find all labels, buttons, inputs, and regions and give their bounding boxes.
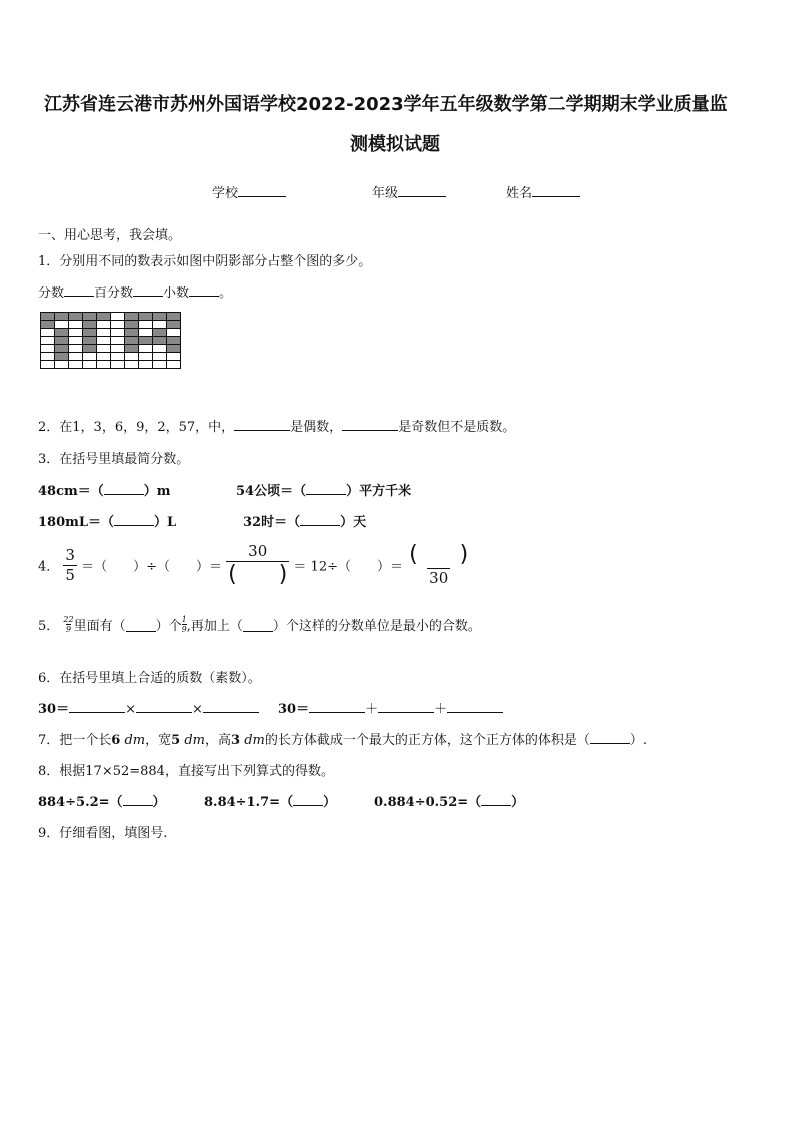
grid-row [41, 345, 181, 353]
q5-fraction-22-9 [63, 616, 73, 634]
grid-cell-shaded [125, 329, 139, 337]
grid-cell-blank [97, 329, 111, 337]
q6-plus-1: ＋ [365, 702, 379, 717]
grid-cell-blank [41, 361, 55, 369]
q5-frac-num: 22 [63, 614, 74, 624]
school-blank[interactable] [238, 183, 286, 197]
q8-item-1-close: ） [152, 795, 166, 810]
q3-item-3 [38, 511, 176, 530]
grid-cell-shaded [153, 329, 167, 337]
q5 [38, 615, 481, 634]
q3-item-1 [38, 480, 171, 499]
q5-unit-num: 1 [181, 614, 187, 624]
grid-cell-blank [139, 353, 153, 361]
grid-cell-blank [97, 345, 111, 353]
q7 [38, 729, 647, 748]
q2 [38, 416, 515, 435]
grid-cell-blank [41, 345, 55, 353]
grid-cell-blank [167, 329, 181, 337]
grid-cell-blank [167, 361, 181, 369]
q3-item-3-left: 180mL＝（ [38, 515, 115, 530]
name-blank[interactable] [532, 183, 580, 197]
grid-cell-blank [139, 321, 153, 329]
q6-right: 30＝ [278, 702, 310, 717]
q7-height-text: ，高 [204, 733, 231, 748]
q2-suffix: 是奇数但不是质数。 [398, 420, 516, 435]
q4-fraction-3-5 [63, 545, 77, 584]
grid-cell-blank [55, 361, 69, 369]
grid-cell-shaded [83, 345, 97, 353]
grid-cell-blank [125, 353, 139, 361]
grade-field [372, 182, 446, 201]
q7-height: 3 [231, 733, 241, 748]
q6-times-1: × [125, 702, 136, 717]
grid-cell-shaded [167, 313, 181, 321]
grid-cell-blank [139, 361, 153, 369]
grid-cell-blank [111, 313, 125, 321]
q4-frac2-num: 30 [248, 542, 268, 560]
name-label: 姓名 [506, 186, 533, 201]
grid-cell-blank [153, 321, 167, 329]
grid-cell-shaded [83, 329, 97, 337]
grid-cell-blank [125, 361, 139, 369]
q7-end: ）. [629, 733, 647, 748]
q6-times-2: × [192, 702, 203, 717]
q3-item-4 [243, 511, 366, 530]
q4 [38, 544, 470, 586]
q8-item-1 [38, 791, 166, 810]
q7-unit-2: dm [184, 733, 205, 748]
grid-cell-shaded [167, 321, 181, 329]
q8-item-3-blank[interactable] [481, 792, 511, 806]
grid-cell-blank [41, 337, 55, 345]
q9-text: 9．仔细看图，填图号. [38, 826, 168, 841]
q2-odd-blank[interactable] [342, 417, 398, 431]
q7-prefix: 7．把一个长 [38, 733, 112, 748]
q5-text4: ）个这样的分数单位是最小的合数。 [272, 619, 481, 634]
grid-row [41, 329, 181, 337]
grid-cell-shaded [153, 337, 167, 345]
grid-cell-blank [41, 353, 55, 361]
q6-sum-blank-2[interactable] [378, 699, 434, 713]
q8-item-1-expr: 884÷5.2=（ [38, 795, 123, 810]
grade-blank[interactable] [398, 183, 446, 197]
grid-cell-shaded [83, 321, 97, 329]
grid-cell-blank [97, 361, 111, 369]
q5-blank-1[interactable] [126, 618, 156, 632]
q6-plus-2: ＋ [434, 702, 448, 717]
grid-cell-blank [83, 361, 97, 369]
q5-blank-2[interactable] [243, 618, 273, 632]
grid-cell-shaded [41, 313, 55, 321]
q4-number: 4． [38, 559, 60, 575]
q8-item-2 [204, 791, 336, 810]
q1-percent-label: 百分数 [94, 286, 134, 301]
q7-width: 5 [171, 733, 181, 748]
q1-answers [38, 282, 232, 301]
q4-fraction-30-over-blank[interactable] [226, 544, 289, 586]
grid-cell-blank [167, 353, 181, 361]
grid-cell-blank [97, 321, 111, 329]
grid-cell-shaded [139, 337, 153, 345]
q3-item-1-blank[interactable] [104, 481, 144, 495]
grid-cell-shaded [167, 337, 181, 345]
grid-cell-blank [69, 345, 83, 353]
q8-item-3 [374, 791, 524, 810]
grid-cell-shaded [55, 337, 69, 345]
grid-cell-blank [111, 321, 125, 329]
q1-decimal-label: 小数 [163, 286, 190, 301]
q7-unit-3: dm [244, 733, 265, 748]
q4-frac-den: 5 [65, 565, 75, 584]
grid-cell-blank [111, 337, 125, 345]
grid-cell-shaded [139, 313, 153, 321]
q3-item-1-left: 48cm＝（ [38, 484, 104, 499]
grid-cell-blank [153, 345, 167, 353]
grid-cell-shaded [167, 345, 181, 353]
grid-cell-blank [55, 321, 69, 329]
grid-row [41, 353, 181, 361]
grade-label: 年级 [372, 186, 399, 201]
q8-item-3-close: ） [511, 795, 525, 810]
grid-cell-shaded [83, 313, 97, 321]
q8-item-3-expr: 0.884÷0.52=（ [374, 795, 482, 810]
grid-cell-shaded [55, 313, 69, 321]
q8-item-2-blank[interactable] [293, 792, 323, 806]
q3-item-4-left: 32时＝（ [243, 515, 301, 530]
q1-decimal-blank[interactable] [189, 283, 219, 297]
q5-text2: ）个 [155, 619, 182, 634]
q4-frac3-den: 30 [429, 569, 449, 587]
grid-cell-shaded [55, 345, 69, 353]
q6-product [38, 698, 259, 717]
q4-frac3-num[interactable]: ( ) [409, 542, 469, 567]
q4-frac-num: 3 [65, 545, 75, 564]
grid-cell-shaded [125, 313, 139, 321]
q7-suffix: 的长方体截成一个最大的正方体，这个正方体的体积是（ [264, 733, 590, 748]
q6-sum [278, 698, 503, 717]
grid-cell-blank [41, 329, 55, 337]
q3-item-1-right: ）m [143, 484, 171, 499]
q3-item-4-right: ）天 [340, 515, 367, 530]
grid-cell-shaded [41, 321, 55, 329]
q6-sum-blank-3[interactable] [447, 699, 503, 713]
q4-eq1: ＝（ ）÷（ ）＝ [81, 559, 223, 575]
grid-row [41, 313, 181, 321]
q1-end: 。 [219, 286, 233, 301]
q8-item-2-expr: 8.84÷1.7=（ [204, 795, 294, 810]
q3-item-2-left: 54公顷＝（ [236, 484, 307, 499]
grid-cell-blank [153, 353, 167, 361]
q3-item-2-blank[interactable] [306, 481, 346, 495]
grid-cell-shaded [125, 345, 139, 353]
q5-unit-den: 9 [181, 624, 187, 634]
grid-row [41, 361, 181, 369]
q4-frac2-den[interactable]: ( ) [228, 562, 288, 587]
q5-text3: ,再加上（ [186, 619, 243, 634]
q3-item-4-blank[interactable] [300, 512, 340, 526]
q1-text: 1．分别用不同的数表示如图中阴影部分占整个图的多少。 [38, 254, 372, 269]
grid-cell-shaded [125, 337, 139, 345]
q3-item-3-blank[interactable] [114, 512, 154, 526]
q2-even-blank[interactable] [234, 417, 290, 431]
shaded-grid-figure [40, 312, 181, 369]
q2-mid: 是偶数， [290, 420, 343, 435]
grid-cell-blank [69, 321, 83, 329]
grid-cell-shaded [55, 353, 69, 361]
grid-cell-blank [83, 353, 97, 361]
grid-cell-blank [111, 353, 125, 361]
q8-item-2-close: ） [323, 795, 337, 810]
grid-cell-shaded [83, 337, 97, 345]
q6-text: 6．在括号里填上合适的质数（素数）。 [38, 671, 261, 686]
grid-cell-blank [69, 329, 83, 337]
q6-product-blank-3[interactable] [203, 699, 259, 713]
grid-cell-blank [97, 337, 111, 345]
q8-text: 8．根据17×52=884，直接写出下列算式的得数。 [38, 764, 334, 779]
grid-cell-shaded [125, 321, 139, 329]
q6-product-blank-1[interactable] [69, 699, 125, 713]
q6-sum-blank-1[interactable] [309, 699, 365, 713]
q2-prefix: 2．在1，3，6，9，2，57，中， [38, 420, 235, 435]
q3-item-3-right: ）L [154, 515, 177, 530]
grid-cell-blank [69, 353, 83, 361]
q4-fraction-blank-over-30[interactable] [407, 544, 470, 586]
grid-row [41, 337, 181, 345]
q5-number: 5． [38, 619, 60, 634]
grid-cell-shaded [69, 313, 83, 321]
q1-fraction-label: 分数 [38, 286, 65, 301]
grid-row [41, 321, 181, 329]
q7-length: 6 [111, 733, 121, 748]
grid-cell-shaded [55, 329, 69, 337]
q1-fraction-blank[interactable] [64, 283, 94, 297]
grid-cell-blank [97, 353, 111, 361]
q6-product-blank-2[interactable] [136, 699, 192, 713]
grid-cell-blank [69, 337, 83, 345]
q5-text1: 里面有（ [73, 619, 126, 634]
q3-item-2-right: ）平方千米 [346, 484, 412, 499]
page-title-line1: 江苏省连云港市苏州外国语学校2022-2023学年五年级数学第二学期期末学业质量监 [44, 94, 728, 115]
grid-cell-blank [111, 345, 125, 353]
grid-cell-shaded [153, 313, 167, 321]
grid-cell-blank [139, 345, 153, 353]
grid-cell-blank [111, 329, 125, 337]
grid-cell-blank [139, 329, 153, 337]
school-field [212, 182, 286, 201]
q7-blank[interactable] [590, 730, 630, 744]
grid-cell-shaded [97, 313, 111, 321]
grid-cell-blank [69, 361, 83, 369]
q7-width-text: ，宽 [145, 733, 172, 748]
q1-percent-blank[interactable] [133, 283, 163, 297]
q4-eq2: ＝ 12÷（ ）＝ [293, 559, 403, 575]
grid-cell-blank [111, 361, 125, 369]
q3-item-2 [236, 480, 411, 499]
school-label: 学校 [212, 186, 239, 201]
name-field [506, 182, 580, 201]
q8-item-1-blank[interactable] [123, 792, 153, 806]
section-heading: 一、用心思考，我会填。 [38, 228, 182, 243]
grid-cell-blank [153, 361, 167, 369]
page-title-line2: 测模拟试题 [350, 134, 440, 155]
q5-frac-den: 9 [65, 624, 72, 634]
q3-text: 3．在括号里填最简分数。 [38, 452, 190, 467]
q7-unit-1: dm [124, 733, 146, 748]
q6-left: 30＝ [38, 702, 70, 717]
